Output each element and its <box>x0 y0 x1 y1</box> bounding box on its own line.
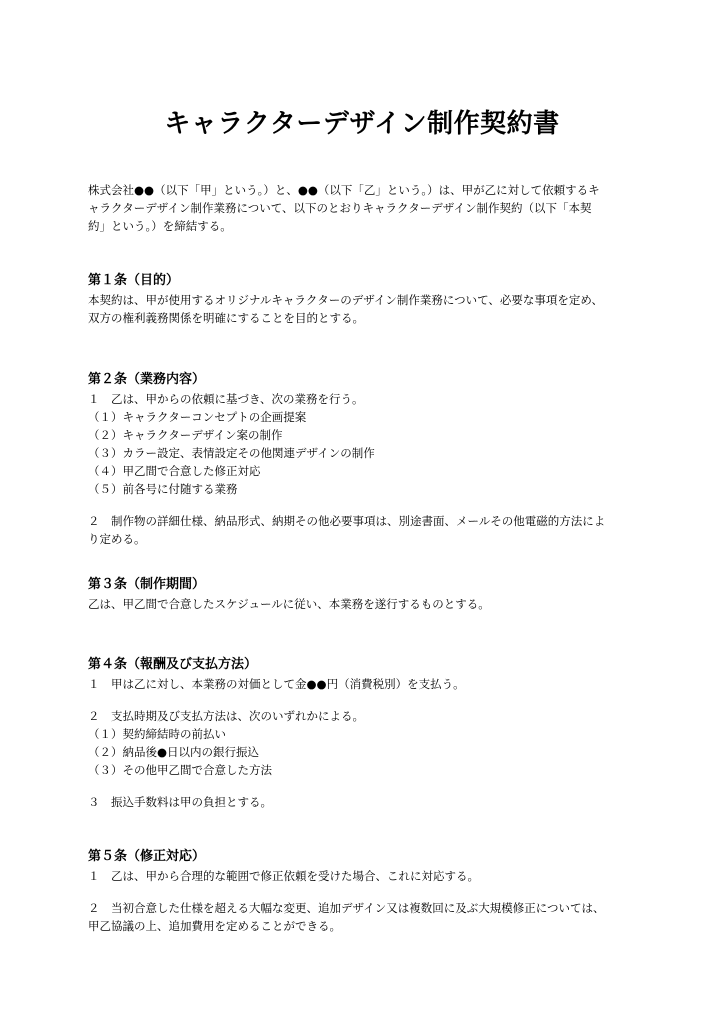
list-item: （２）納品後●日以内の銀行振込 <box>88 745 260 759</box>
article-text: ２ 制作物の詳細仕様、納品形式、納期その他必要事項は、別途書面、メールその他電磁的方法によ り定める。 <box>88 514 606 546</box>
article-heading: 第５条（修正対応） <box>88 849 206 864</box>
article-text: ２ 支払時期及び支払方法は、次のいずれかによる。 <box>88 709 364 723</box>
article-heading: 第１条（目的） <box>88 273 180 288</box>
article-1 <box>88 272 648 327</box>
article-text: １ 甲は乙に対し、本業務の対価として金●●円（消費税別）を支払う。 <box>88 677 465 691</box>
list-item: （３）その他甲乙間で合意した方法 <box>88 763 272 777</box>
article-4 <box>88 656 648 811</box>
list-item: （５）前各号に付随する業務 <box>88 482 238 496</box>
list-item: （４）甲乙間で合意した修正対応 <box>88 464 261 478</box>
article-text: ３ 振込手数料は甲の負担とする。 <box>88 795 272 809</box>
list-item: （１）契約締結時の前払い <box>88 727 226 741</box>
article-2 <box>88 371 648 548</box>
article-text: 乙は、甲乙間で合意したスケジュールに従い、本業務を遂行するものとする。 <box>88 597 490 611</box>
article-heading: 第４条（報酬及び支払方法） <box>88 657 258 672</box>
article-text: 本契約は、甲が使用するオリジナルキャラクターのデザイン制作業務について、必要な事項を定め、 双方の権利義務関係を明確にすることを目的とする。 <box>88 293 603 325</box>
article-heading: 第２条（業務内容） <box>88 372 206 387</box>
list-item: （２）キャラクターデザイン案の制作 <box>88 428 283 442</box>
list-item: （１）キャラクターコンセプトの企画提案 <box>88 410 307 424</box>
article-text: １ 乙は、甲から合理的な範囲で修正依頼を受けた場合、これに対応する。 <box>88 869 479 883</box>
article-3 <box>88 576 648 613</box>
preamble: 株式会社●●（以下「甲」という。）と、●●（以下「乙」という。）は、甲が乙に対して依頼するキ ャラクターデザイン制作業務について、以下のとおりキャラクターデザイン制作契約（以下「本契 約」という。）を締結する。 <box>88 183 600 233</box>
article-text: １ 乙は、甲からの依頼に基づき、次の業務を行う。 <box>88 392 364 406</box>
article-heading: 第３条（制作期間） <box>88 577 206 592</box>
document-title: キャラクターデザイン制作契約書 <box>164 109 560 139</box>
list-item: （３）カラー設定、表情設定その他関連デザインの制作 <box>88 446 375 460</box>
article-text: ２ 当初合意した仕様を超える大幅な変更、追加デザイン又は複数回に及ぶ大規模修正については、 甲乙協議の上、追加費用を定めることができる。 <box>88 901 605 933</box>
article-5 <box>88 848 648 935</box>
